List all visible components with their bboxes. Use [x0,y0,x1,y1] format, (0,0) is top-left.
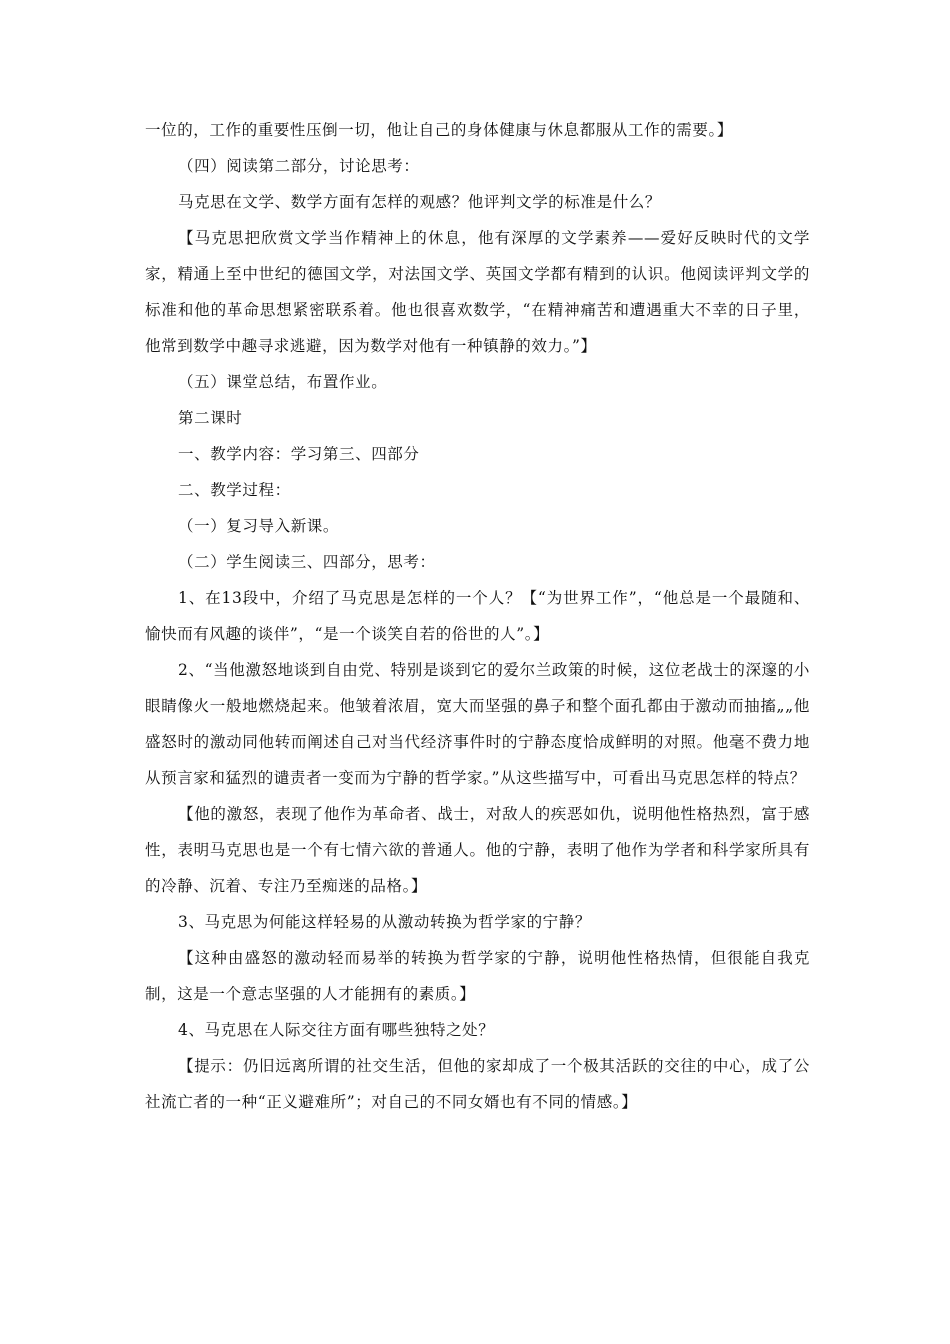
question-literature-math: 马克思在文学、数学方面有怎样的观感？他评判文学的标准是什么？ [178,193,662,211]
question-four: 4、马克思在人际交往方面有哪些独特之处？ [178,1021,495,1039]
teaching-content: 一、教学内容：学习第三、四部分 [178,445,420,463]
paragraph-continuation: 一位的，工作的重要性压倒一切，他让自己的身体健康与休息都服从工作的需要。】 [145,121,733,139]
answer-literature-math: 【马克思把欣赏文学当作精神上的休息，他有深厚的文学素养——爱好反映时代的文学家，精通上至中世纪的德国文学，对法国文学、英国文学都有精到的认识。他阅读评判文学的标准和他的革命思想紧密联系着。他也很喜欢数学，“在精神痛苦和遭遇重大不幸的日子里，他常到数学中趣寻求逃避，因为数学对他有一种镇静的效力。”】 [145,229,810,355]
document-body [145,112,810,1120]
answer-three: 【这种由盛怒的激动轻而易举的转换为哲学家的宁静，说明他性格热情，但很能自我克制，这是一个意志坚强的人才能拥有的素质。】 [145,949,810,1003]
step-reading: （二）学生阅读三、四部分，思考： [178,553,436,571]
question-two: 2、“当他激怒地谈到自由党、特别是谈到它的爱尔兰政策的时候，这位老战士的深邃的小眼睛像火一般地燃烧起来。他皱着浓眉，宽大而坚强的鼻子和整个面孔都由于激动而抽搐„„他盛怒时的激动同他转而阐述自己对当代经济事件时的宁静态度恰成鲜明的对照。他毫不费力地从预言家和猛烈的谴责者一变而为宁静的哲学家。”从这些描写中，可看出马克思怎样的特点？ [145,661,810,787]
step-review: （一）复习导入新课。 [178,517,340,535]
section-heading-four: （四）阅读第二部分，讨论思考： [178,157,420,175]
question-three: 3、马克思为何能这样轻易的从激动转换为哲学家的宁静？ [178,913,591,931]
teaching-process: 二、教学过程： [178,481,291,499]
answer-four: 【提示：仍旧远离所谓的社交生活，但他的家却成了一个极其活跃的交往的中心，成了公社流亡者的一种“正义避难所”；对自己的不同女婿也有不同的情感。】 [145,1057,810,1111]
lesson-two-heading: 第二课时 [178,409,243,427]
answer-two: 【他的激怒，表现了他作为革命者、战士，对敌人的疾恶如仇，说明他性格热烈，富于感性，表明马克思也是一个有七情六欲的普通人。他的宁静，表明了他作为学者和科学家所具有的冷静、沉着、专注乃至痴迷的品格。】 [145,805,810,895]
question-one: 1、在13段中，介绍了马克思是怎样的一个人？【“为世界工作”，“他总是一个最随和、愉快而有风趣的谈伴”，“是一个谈笑自若的俗世的人”。】 [145,589,810,643]
section-heading-five: （五）课堂总结，布置作业。 [178,373,388,391]
